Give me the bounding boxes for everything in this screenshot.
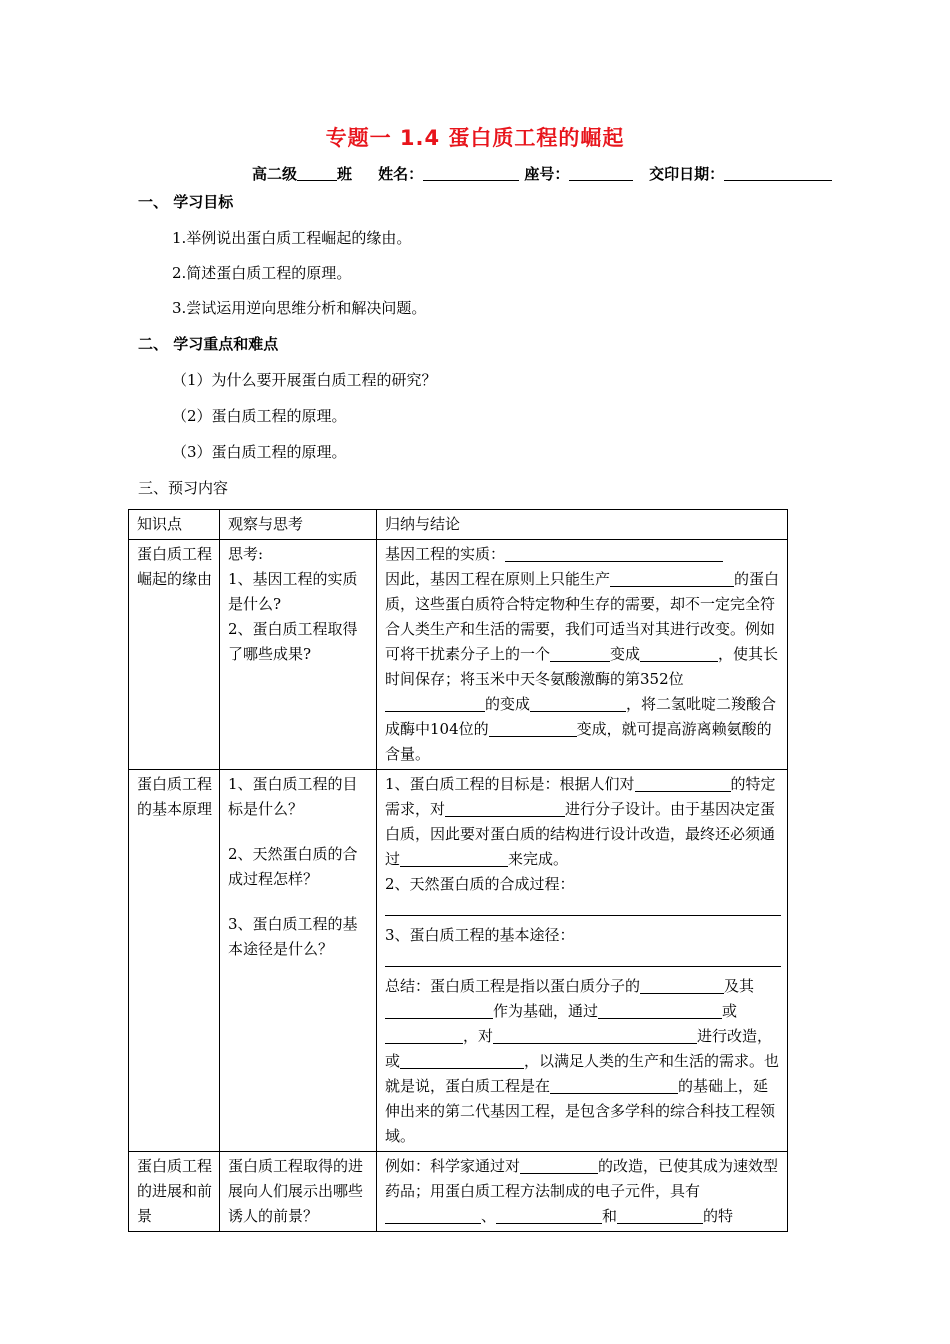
focus-item: （2）蛋白质工程的原理。 (172, 407, 347, 425)
fill-blank[interactable] (505, 543, 723, 562)
focus-item: （1）为什么要开展蛋白质工程的研究？ (172, 371, 437, 389)
fill-blank[interactable] (617, 1205, 703, 1224)
fill-blank[interactable] (598, 1000, 722, 1019)
grade-label: 高二级 (252, 165, 298, 183)
preview-table (128, 509, 788, 1232)
fill-blank[interactable] (520, 1155, 598, 1174)
answer-text: 进行分子设计。由于基因决定蛋白质，因此要对蛋白质的结构进行设计改造，最终还必须通过 (385, 800, 776, 868)
answer-text: 例如：科学家通过对 (385, 1157, 521, 1175)
focus-item: （3）蛋白质工程的原理。 (172, 443, 347, 461)
question-text: 3、蛋白质工程的基本途径是什么？ (228, 915, 358, 958)
fill-blank[interactable] (550, 643, 610, 662)
answer-text: 的基础上，延伸出来的第二代基因工程，是包含多学科的综合科技工程领域。 (385, 1077, 776, 1145)
answer-text: 3、蛋白质工程的基本途径： (385, 926, 575, 944)
answer-cell (377, 1152, 788, 1232)
header-cell: 归纳与结论 (377, 510, 788, 540)
date-label: 交印日期： (649, 165, 725, 183)
fill-blank[interactable] (635, 773, 731, 792)
answer-text: ，将二氢吡啶二羧酸合成酶中104位的 (385, 695, 777, 738)
fill-blank[interactable] (640, 975, 724, 994)
answer-text: 的蛋白质，这些蛋白质符合特定物种生存的需要，却不一定完全符合人类生产和生活的需要，我们可适当对其进行改变。例如可将干扰素分子上的一个 (385, 570, 780, 663)
answer-text: 总结：蛋白质工程是指以蛋白质分子的 (385, 977, 641, 995)
answer-text: 1、蛋白质工程的目标是：根据人们对 (385, 775, 635, 793)
seat-blank[interactable] (569, 166, 633, 181)
fill-blank[interactable] (530, 693, 626, 712)
fill-blank[interactable] (400, 1050, 524, 1069)
fill-blank[interactable] (550, 1075, 678, 1094)
question-intro: 思考: (228, 545, 264, 563)
section-heading-goals: 一、 学习目标 (138, 193, 234, 211)
answer-text: 基因工程的实质： (385, 545, 506, 563)
fill-blank[interactable] (385, 1025, 463, 1044)
question-cell (220, 540, 377, 770)
answer-text: 来完成。 (508, 850, 569, 868)
name-blank[interactable] (423, 166, 519, 181)
question-cell (220, 770, 377, 1152)
name-label: 姓名： (378, 165, 424, 183)
fill-line[interactable] (385, 948, 781, 967)
section-heading-preview: 三、预习内容 (138, 479, 229, 497)
seat-label: 座号： (524, 165, 570, 183)
answer-text: 变成 (576, 720, 607, 738)
answer-text: 的特 (703, 1207, 734, 1225)
answer-text: ，对 (463, 1027, 494, 1045)
answer-text: 及其 (724, 977, 755, 995)
fill-blank[interactable] (385, 693, 485, 712)
header-cell: 观察与思考 (220, 510, 377, 540)
fill-line[interactable] (385, 897, 781, 916)
fill-blank[interactable] (496, 1205, 602, 1224)
fill-blank[interactable] (445, 798, 565, 817)
answer-cell (377, 770, 788, 1152)
fill-blank[interactable] (493, 1025, 697, 1044)
fill-blank[interactable] (489, 718, 577, 737)
answer-text: 因此，基因工程在原则上只能生产 (385, 570, 611, 588)
answer-text: 的特定需求，对 (385, 775, 776, 818)
goal-item: 3.尝试运用逆向思维分析和解决问题。 (172, 299, 427, 317)
answer-text: ，就可提高游离赖氨酸的含量。 (385, 720, 772, 763)
table-header-row (129, 510, 788, 540)
class-label: 班 (337, 165, 353, 183)
fill-blank[interactable] (610, 568, 734, 587)
goal-item: 2.简述蛋白质工程的原理。 (172, 264, 352, 282)
answer-text: 作为基础，通过 (493, 1002, 599, 1020)
date-blank[interactable] (724, 166, 832, 181)
fill-blank[interactable] (640, 643, 718, 662)
table-row (129, 1152, 788, 1232)
answer-text: 2、天然蛋白质的合成过程： (385, 875, 575, 893)
answer-text: 的改造，已使其成为速效型药品；用蛋白质工程方法制成的电子元件，具有 (385, 1157, 779, 1200)
question-text: 1、蛋白质工程的目标是什么？ (228, 775, 358, 818)
question-text: 2、蛋白质工程取得了哪些成果? (228, 620, 358, 663)
section-heading-focus: 二、 学习重点和难点 (138, 335, 279, 353)
answer-text: ，以满足人类的生产和生活的需求。也就是说，蛋白质工程是在 (385, 1052, 780, 1095)
class-blank[interactable] (297, 166, 337, 181)
question-text: 1、基因工程的实质是什么? (228, 570, 358, 613)
fill-blank[interactable] (385, 1000, 493, 1019)
answer-text: 变成 (610, 645, 641, 663)
goal-item: 1.举例说出蛋白质工程崛起的缘由。 (172, 229, 412, 247)
answer-text: 和 (602, 1207, 618, 1225)
answer-cell (377, 540, 788, 770)
topic-cell: 蛋白质工程的进展和前景 (129, 1152, 220, 1232)
answer-text: 的变成 (485, 695, 531, 713)
student-info-line (252, 163, 832, 184)
question-cell: 蛋白质工程取得的进展向人们展示出哪些诱人的前景？ (220, 1152, 377, 1232)
topic-cell: 蛋白质工程的基本原理 (129, 770, 220, 1152)
fill-blank[interactable] (400, 848, 508, 867)
answer-text: ，使其长时间保存；将玉米中天冬氨酸激酶的第352位 (385, 645, 779, 688)
answer-text: 、 (481, 1207, 497, 1225)
question-text: 2、天然蛋白质的合成过程怎样？ (228, 845, 358, 888)
answer-text: 进行改造，或 (385, 1027, 773, 1070)
page-title: 专题一 1.4 蛋白质工程的崛起 (325, 126, 625, 150)
answer-text: 或 (722, 1002, 738, 1020)
topic-cell: 蛋白质工程崛起的缘由 (129, 540, 220, 770)
table-row (129, 770, 788, 1152)
fill-blank[interactable] (385, 1205, 481, 1224)
header-cell: 知识点 (129, 510, 220, 540)
table-row (129, 540, 788, 770)
